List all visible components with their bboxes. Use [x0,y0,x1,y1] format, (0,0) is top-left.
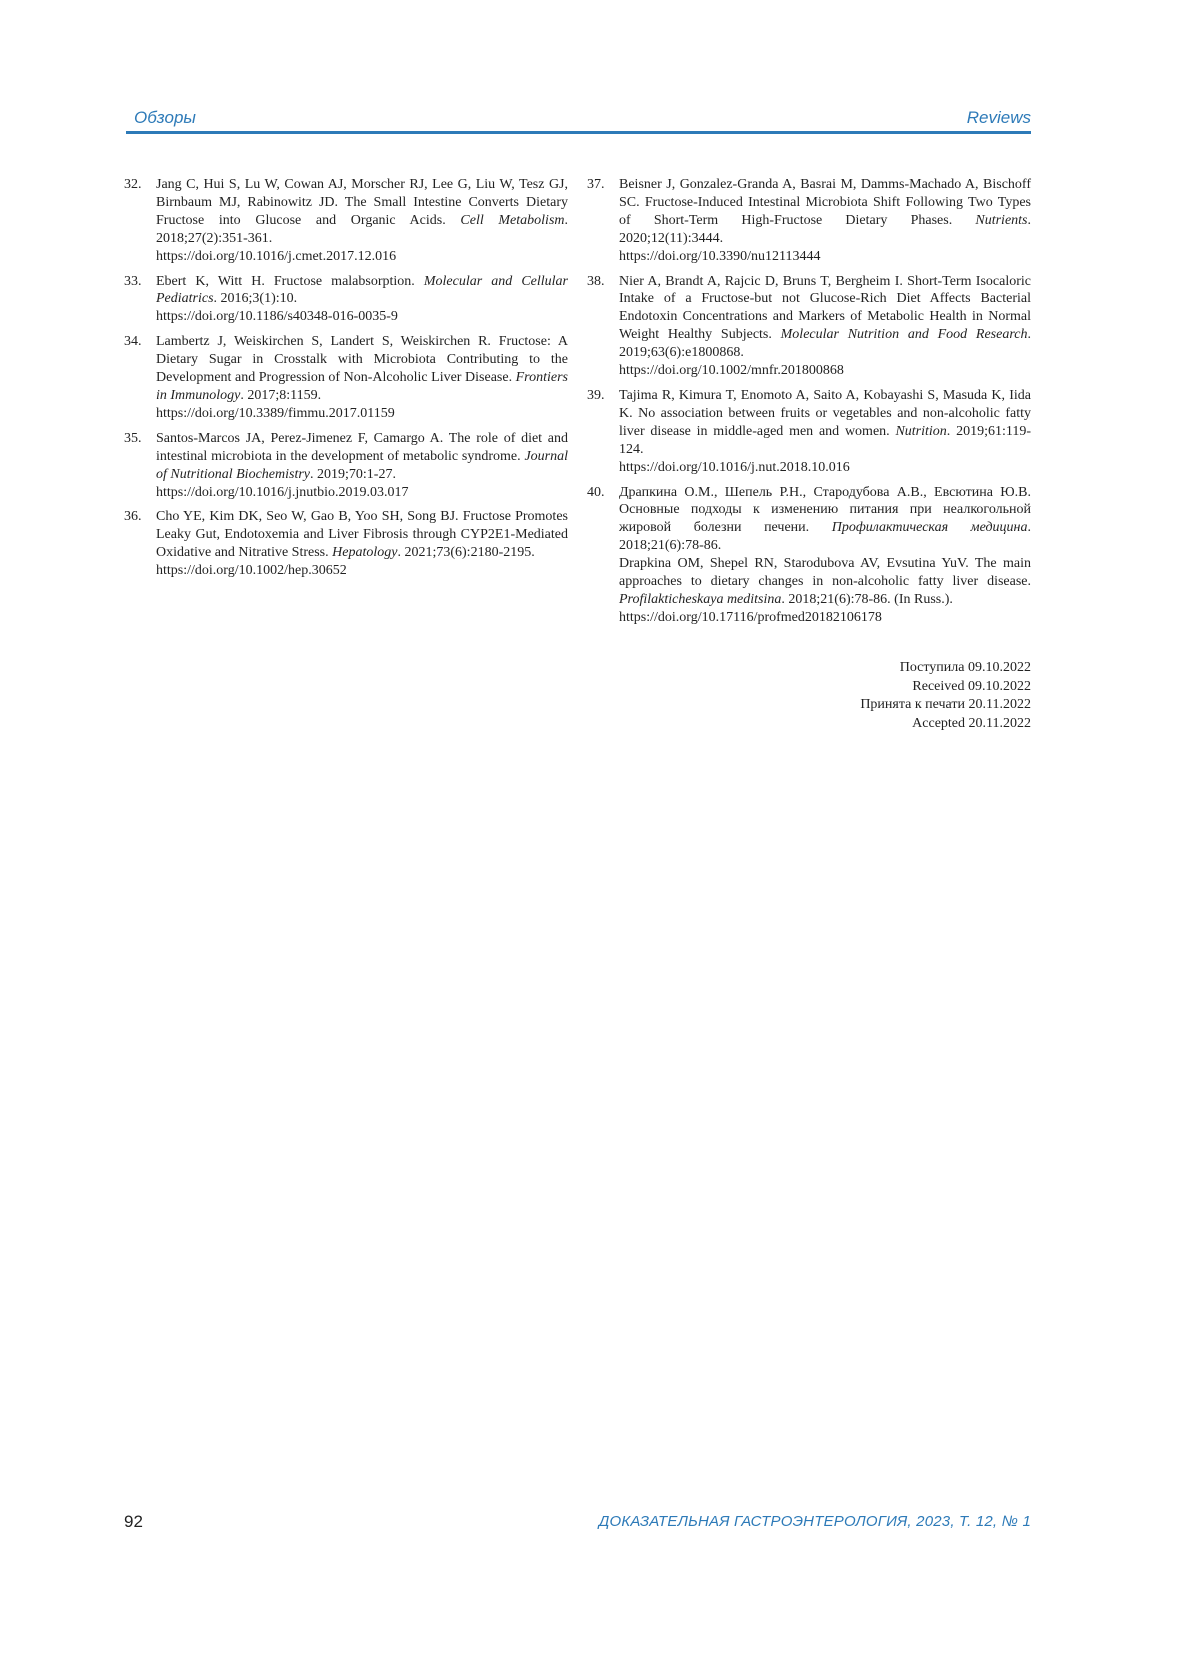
reference-38 [587,273,1031,380]
accepted-date-ru: Принята к печати 20.11.2022 [860,697,1031,712]
reference-details: . 2019;70:1-27. [310,466,396,482]
reference-journal: Molecular Nutrition and Food Research [780,327,1028,343]
reference-number: 39. [587,387,605,403]
reference-doi-link[interactable]: https://doi.org/10.1002/mnfr.201800868 [619,363,844,379]
reference-number: 34. [124,334,142,350]
reference-number: 35. [124,430,142,446]
reference-number: 37. [587,177,605,192]
journal-footer: ДОКАЗАТЕЛЬНАЯ ГАСТРОЭНТЕРОЛОГИЯ, 2023, Т. 12, № 1 [598,1513,1031,1530]
reference-journal: Molecular and Cellular Pediatrics [156,273,568,307]
reference-authors-title: Ebert K, Witt H. Fructose malabsorption. [156,273,424,289]
accepted-date-en: Accepted 20.11.2022 [912,715,1031,731]
received-date-en: Received 09.10.2022 [912,678,1031,694]
section-title-ru: Обзоры [134,108,196,127]
reference-number: 40. [587,484,605,500]
reference-journal: Hepatology [332,545,398,561]
submission-dates [760,659,1031,733]
reference-doi-link[interactable]: https://doi.org/10.1016/j.jnutbio.2019.03.017 [156,484,409,500]
reference-authors-title: Драпкина О.М., Шепель Р.Н., Стародубова А.В., Евсютина Ю.В. Основные подходы к изменению питания при неалкогольной жировой болезни печени. [619,484,1031,536]
section-title-en: Reviews [966,108,1031,127]
reference-authors-title: Jang C, Hui S, Lu W, Cowan AJ, Morscher RJ, Lee G, Liu W, Tesz GJ, Birnbaum MJ, Rabinowitz JD. The Small Intestine Converts Dietary Fructose into Glucose and Organic Acids. [156,177,568,228]
references-right-column [587,176,1031,634]
reference-36 [124,508,568,580]
reference-37 [587,176,1031,266]
reference-doi-link[interactable]: https://doi.org/10.1016/j.cmet.2017.12.016 [156,248,397,264]
page-number: 92 [124,1512,143,1531]
reference-journal: Frontiers in Immunology [156,370,568,403]
reference-number: 33. [124,273,142,289]
reference-number: 38. [587,273,605,289]
reference-details: . 2018;21(6):78-86. [619,520,1031,554]
reference-32 [124,176,568,266]
reference-details: . 2020;12(11):3444. [619,212,1031,246]
header-rule [126,131,1031,134]
references-left-column [124,176,568,587]
reference-authors-title: Nier A, Brandt A, Rajcic D, Bruns T, Bergheim I. Short-Term Isocaloric Intake of a Fructose-but not Glucose-Rich Diet Affects Bacterial Endotoxin Concentrations and Markers of Metabolic Health in Normal Weight Healthy Subjects. [619,273,1031,343]
reference-doi-link[interactable]: https://doi.org/10.3390/nu12113444 [619,248,821,264]
reference-39 [587,387,1031,477]
reference-journal: Профилактическая медицина [831,520,1028,536]
reference-details: . 2019;63(6):e1800868. [619,327,1031,361]
reference-authors-title: Cho YE, Kim DK, Seo W, Gao B, Yoo SH, Song BJ. Fructose Promotes Leaky Gut, Endotoxemia and Liver Fibrosis through CYP2E1-Mediated Oxidative and Nitrative Stress. [156,509,568,561]
reference-journal: Nutrients [975,212,1028,228]
reference-details: . 2018;27(2):351-361. [156,212,569,246]
reference-40 [587,484,1031,627]
reference-translation-details: . 2018;21(6):78-86. (In Russ.). [781,591,953,607]
reference-doi-link[interactable]: https://doi.org/10.17116/profmed20182106178 [619,609,882,625]
reference-34 [124,333,568,423]
reference-translation-authors-title: Drapkina OM, Shepel RN, Starodubova AV, Evsutina YuV. The main approaches to dietary changes in non-alcoholic fatty liver disease. [619,556,1031,590]
reference-journal: Journal of Nutritional Biochemistry [156,448,568,482]
received-date-ru: Поступила 09.10.2022 [899,660,1031,675]
reference-authors-title: Santos-Marcos JA, Perez-Jimenez F, Camargo A. The role of diet and intestinal microbiota in the development of metabolic syndrome. [156,430,568,464]
reference-authors-title: Lambertz J, Weiskirchen S, Landert S, Weiskirchen R. Fructose: A Dietary Sugar in Crosstalk with Microbiota Contributing to the Development and Progression of Non-Alcoholic Liver Disease. [156,334,568,386]
reference-doi-link[interactable]: https://doi.org/10.1002/hep.30652 [156,563,347,579]
reference-doi-link[interactable]: https://doi.org/10.1186/s40348-016-0035-9 [156,309,398,325]
reference-35 [124,430,568,502]
reference-number: 36. [124,509,142,525]
reference-doi-link[interactable]: https://doi.org/10.1016/j.nut.2018.10.016 [619,459,850,475]
reference-details: . 2016;3(1):10. [213,291,298,307]
reference-number: 32. [124,177,142,192]
reference-journal: Cell Metabolism [460,212,565,228]
reference-details: . 2017;8:1159. [240,387,322,403]
reference-doi-link[interactable]: https://doi.org/10.3389/fimmu.2017.01159 [156,405,395,421]
reference-details: . 2021;73(6):2180-2195. [397,545,535,561]
reference-33 [124,273,568,327]
reference-translation [619,555,1031,609]
reference-authors-title: Tajima R, Kimura T, Enomoto A, Saito A, Kobayashi S, Masuda K, Iida K. No association between fruits or vegetables and non-alcoholic fatty liver disease in middle-aged men and women. [619,387,1031,439]
reference-authors-title: Beisner J, Gonzalez-Granda A, Basrai M, Damms-Machado A, Bischoff SC. Fructose-Induced Intestinal Microbiota Shift Following Two Types of Short-Term High-Fructose Dietary Phases. [619,177,1031,228]
reference-journal: Nutrition [895,423,947,439]
reference-translation-journal: Profilakticheskaya meditsina [619,591,782,607]
reference-details: . 2019;61:119-124. [619,423,1031,457]
